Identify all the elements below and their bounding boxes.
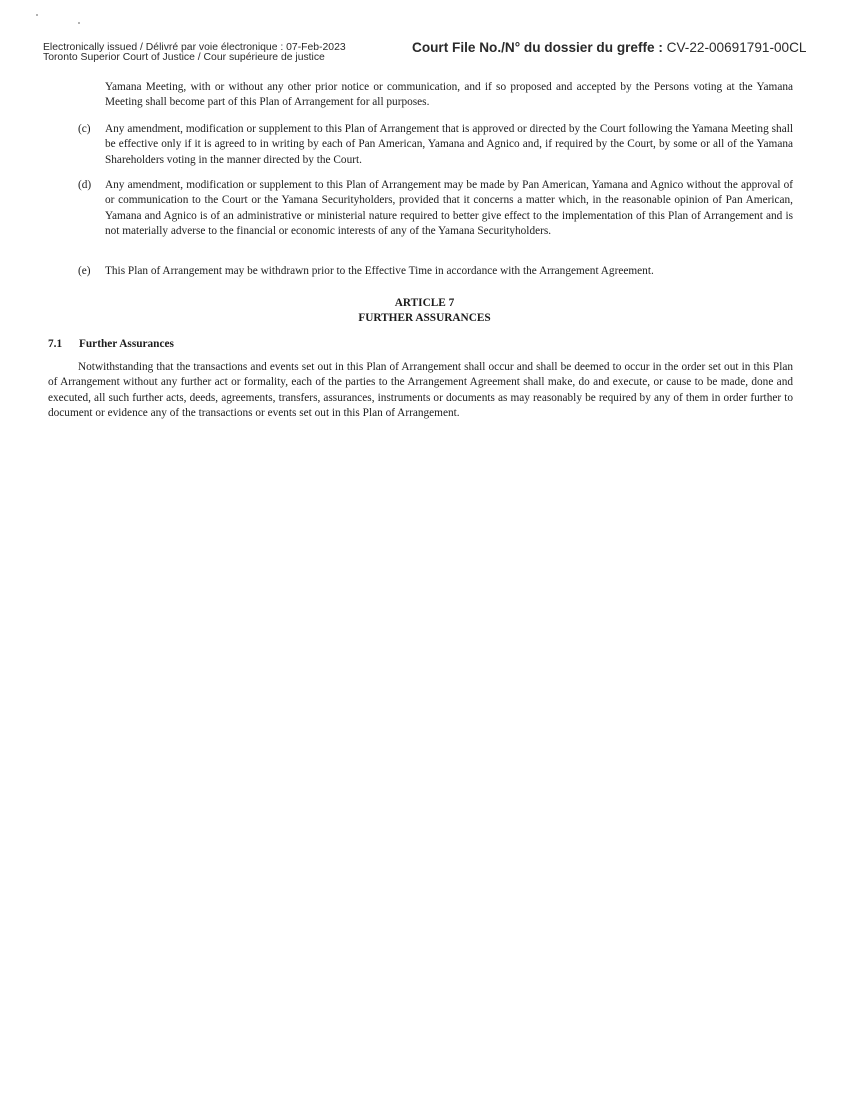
section-heading <box>48 337 174 352</box>
article-heading <box>0 296 849 325</box>
scan-speck <box>36 14 38 16</box>
list-item-text: This Plan of Arrangement may be withdrawn prior to the Effective Time in accordance with the Arrangement Agreement. <box>105 265 654 277</box>
list-item-marker: (e) <box>78 265 91 277</box>
list-item-marker: (c) <box>78 123 91 135</box>
filing-stamp-date: Electronically issued / Délivré par voie électronique : 07-Feb-2023 <box>43 42 346 53</box>
list-item <box>48 122 793 168</box>
court-file-value: CV-22-00691791-00CL <box>666 40 807 55</box>
article-title: FURTHER ASSURANCES <box>358 311 491 324</box>
section-number: 7.1 <box>48 338 63 350</box>
section-title: Further Assurances <box>79 338 174 350</box>
filing-stamp-court: Toronto Superior Court of Justice / Cour supérieure de justice <box>43 52 325 63</box>
scan-speck <box>78 22 80 24</box>
article-number: ARTICLE 7 <box>394 297 455 309</box>
court-file-number <box>412 40 807 55</box>
list-item <box>48 178 793 239</box>
court-file-label: Court File No./N° du dossier du greffe : <box>412 40 663 55</box>
list-item-text: Any amendment, modification or supplement to this Plan of Arrangement that is approved or directed by the Court following the Yamana Meeting shall be effective only if it is agreed to in writing by each of Pan American, Yamana and Agnico and, if required by the Court, by some or all of the Yamana Shareholders voting in the manner directed by the Court. <box>105 123 793 166</box>
section-body-paragraph: Notwithstanding that the transactions and events set out in this Plan of Arrangement shall occur and shall be deemed to occur in the order set out in this Plan of Arrangement without any further act or formality, each of the parties to the Arrangement Agreement shall make, do and execute, or cause to be made, done and executed, all such further acts, deeds, agreements, transfers, assurances, instruments or documents as may reasonably be required by any of them in order further to document or evidence any of the transactions or events set out in this Plan of Arrangement. <box>48 361 793 419</box>
list-item-marker: (d) <box>78 179 92 191</box>
continuation-paragraph: Yamana Meeting, with or without any other prior notice or communication, and if so proposed and accepted by the Persons voting at the Yamana Meeting shall become part of this Plan of Arrangement for all purposes. <box>105 81 793 109</box>
list-item-text: Any amendment, modification or supplement to this Plan of Arrangement may be made by Pan American, Yamana and Agnico without the approval of or communication to the Court or the Yamana Securityholders, provided that it concerns a matter which, in the reasonable opinion of Pan American, Yamana and Agnico is of an administrative or ministerial nature required to better give effect to the implementation of this Plan of Arrangement and is not materially adverse to the financial or economic interests of any of the Yamana Securityholders. <box>105 179 793 237</box>
list-item <box>48 264 793 279</box>
